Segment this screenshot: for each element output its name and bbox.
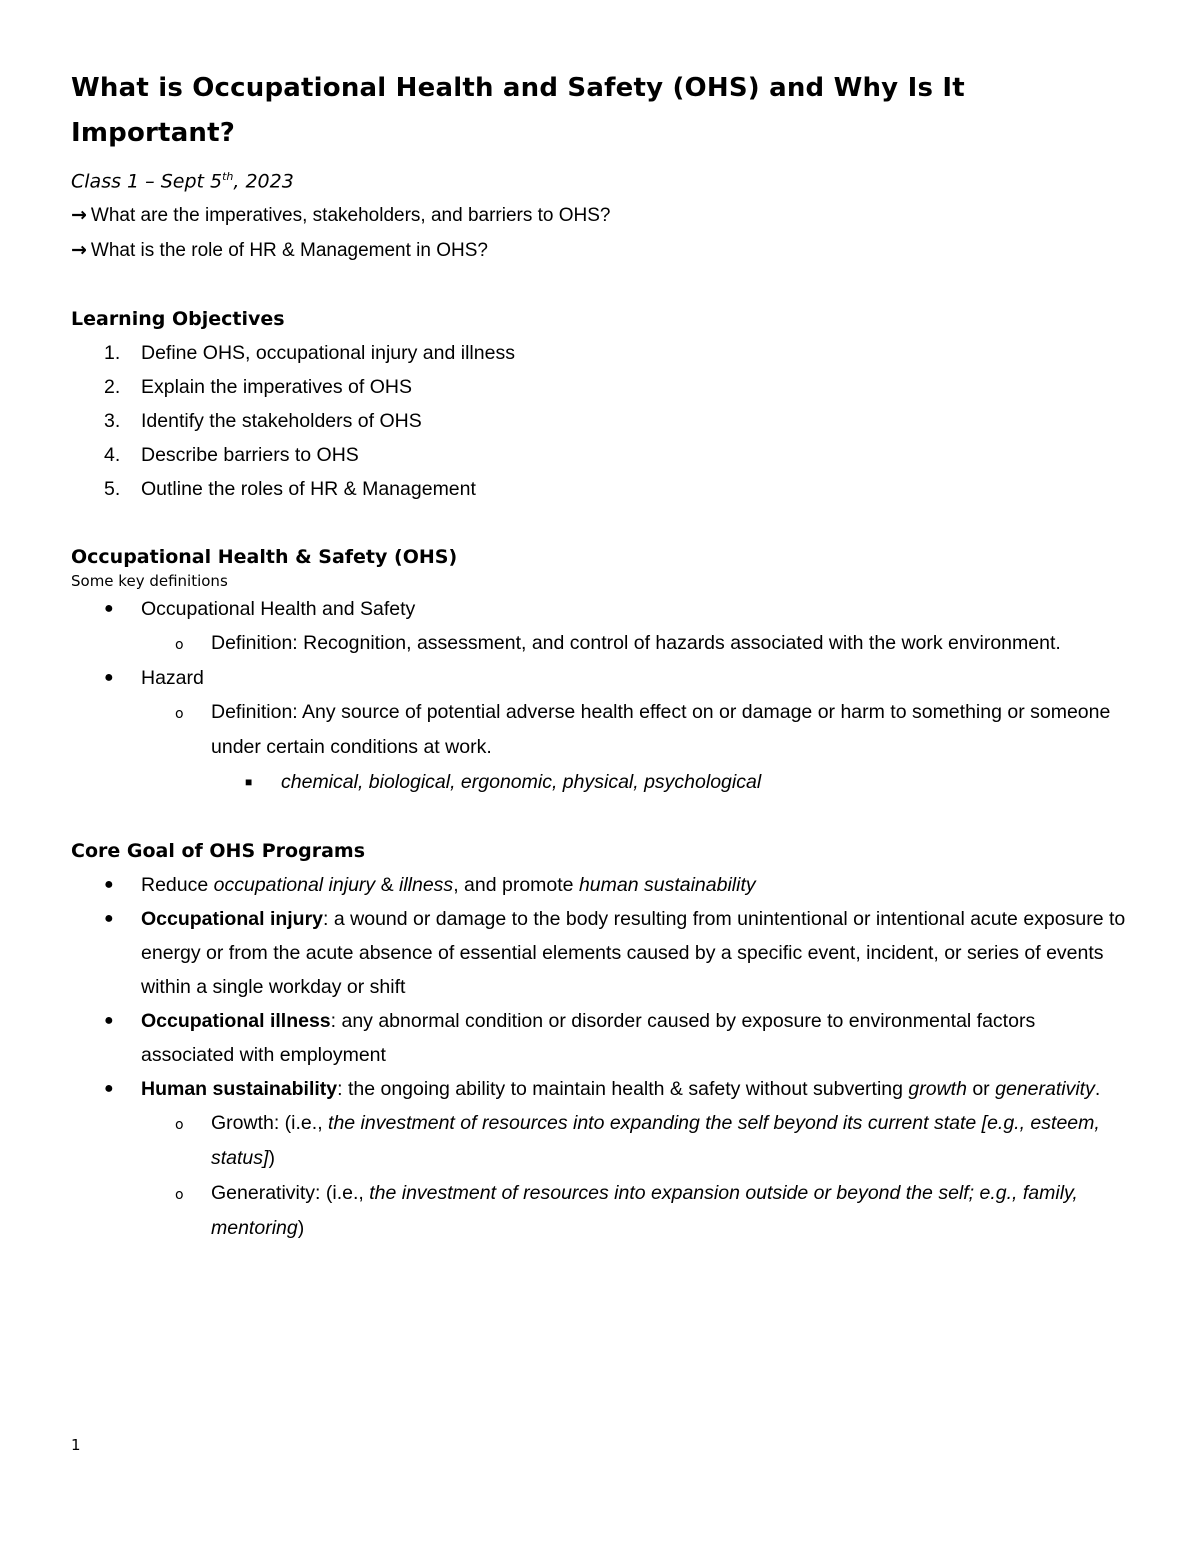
- class-year: , 2023: [233, 170, 294, 193]
- hazard-term: Hazard: [141, 667, 204, 690]
- list-item: [71, 370, 1131, 404]
- bullet-icon: ●: [104, 910, 114, 928]
- circle-bullet-icon: o: [175, 706, 184, 723]
- list-item: [71, 868, 1131, 902]
- list-item-text: Describe barriers to OHS: [141, 444, 359, 467]
- generativity-label: Generativity: (i.e.,: [211, 1182, 370, 1205]
- ohs-definition: Definition: Recognition, assessment, and control of hazards associated with the work environment.: [211, 632, 1061, 655]
- ohs-term: Occupational Health and Safety: [141, 598, 416, 621]
- list-number: 3.: [104, 410, 121, 433]
- text-span: ): [297, 1217, 305, 1240]
- list-number: 2.: [104, 376, 121, 399]
- bullet-icon: ●: [104, 1080, 114, 1098]
- list-item: [141, 1106, 1131, 1176]
- class-info: [71, 160, 1131, 198]
- list-item: [71, 1004, 1131, 1072]
- document-title: What is Occupational Health and Safety (OHS) and Why Is It Important?: [71, 73, 965, 148]
- list-item: [71, 404, 1131, 438]
- text-span: or: [966, 1078, 996, 1101]
- list-item-text: Define OHS, occupational injury and illness: [141, 342, 515, 365]
- list-item-text: Identify the stakeholders of OHS: [141, 410, 422, 433]
- arrow-icon: →: [71, 239, 87, 262]
- list-item-text: Explain the imperatives of OHS: [141, 376, 412, 399]
- list-item: [211, 765, 1131, 800]
- emphasis: growth: [908, 1078, 967, 1101]
- text-span: Reduce: [141, 874, 214, 897]
- circle-bullet-icon: o: [175, 1117, 184, 1134]
- list-item: [71, 438, 1131, 472]
- list-number: 1.: [104, 342, 121, 365]
- list-item: [141, 1176, 1131, 1246]
- question-1: [71, 198, 1131, 233]
- text-span: ): [268, 1147, 275, 1170]
- emphasis: human sustainability: [578, 874, 756, 897]
- question-text: What is the role of HR & Management in OHS?: [90, 240, 488, 262]
- injury-term: Occupational injury: [141, 908, 324, 931]
- text-span: , and promote: [453, 874, 579, 897]
- list-item: [71, 661, 1131, 800]
- list-item: [71, 1072, 1131, 1246]
- text-span: .: [1094, 1078, 1101, 1101]
- bullet-icon: ●: [104, 1012, 114, 1030]
- ohs-definitions-list: [71, 592, 1131, 800]
- core-goal-heading: Core Goal of OHS Programs: [71, 840, 365, 863]
- emphasis: generativity: [995, 1078, 1095, 1101]
- hazard-definition: Definition: Any source of potential adverse health effect on or damage or harm to something or someone under certain conditions at work.: [211, 701, 1111, 759]
- list-item: [141, 626, 1131, 661]
- sustainability-term: Human sustainability: [141, 1078, 338, 1101]
- list-item: [71, 592, 1131, 661]
- growth-label: Growth: (i.e.,: [211, 1112, 329, 1135]
- illness-term: Occupational illness: [141, 1010, 331, 1033]
- bullet-icon: ●: [104, 600, 114, 618]
- list-item-text: Outline the roles of HR & Management: [141, 478, 476, 501]
- list-item: [71, 472, 1131, 506]
- sustainability-definition: : the ongoing ability to maintain health & safety without subverting: [337, 1078, 909, 1101]
- list-number: 5.: [104, 478, 121, 501]
- growth-definition: the investment of resources into expanding the self beyond its current state [e.g., esteem, status]: [211, 1112, 1100, 1170]
- question-2: [71, 233, 1131, 268]
- page-number: 1: [71, 1436, 81, 1454]
- ohs-subheading: Some key definitions: [71, 572, 228, 591]
- hazard-types: chemical, biological, ergonomic, physical, psychological: [281, 771, 762, 794]
- bullet-icon: ●: [104, 669, 114, 687]
- emphasis: illness: [399, 874, 454, 897]
- list-item: [71, 336, 1131, 370]
- document-page: [71, 66, 1131, 1246]
- injury-definition: : a wound or damage to the body resulting from unintentional or intentional acute exposure to energy or from the acute absence of essential elements caused by a specific event, incident, or series of events within a single workday or shift: [141, 908, 1126, 999]
- learning-objectives-heading: Learning Objectives: [71, 308, 285, 331]
- square-bullet-icon: ■: [245, 775, 253, 790]
- arrow-icon: →: [71, 204, 87, 227]
- list-item: [71, 902, 1131, 1004]
- emphasis: occupational injury: [213, 874, 376, 897]
- text-span: &: [375, 874, 399, 897]
- question-text: What are the imperatives, stakeholders, and barriers to OHS?: [90, 205, 611, 227]
- learning-objectives-list: [71, 336, 1131, 506]
- generativity-definition: the investment of resources into expansion outside or beyond the self; e.g., family, mentoring: [211, 1182, 1078, 1240]
- bullet-icon: ●: [104, 876, 114, 894]
- class-date-suffix: th: [222, 170, 234, 183]
- list-item: [141, 695, 1131, 800]
- list-number: 4.: [104, 444, 121, 467]
- class-label: Class 1 – Sept 5: [71, 170, 223, 193]
- circle-bullet-icon: o: [175, 637, 184, 654]
- ohs-heading: Occupational Health & Safety (OHS): [71, 546, 458, 569]
- core-goal-list: [71, 868, 1131, 1246]
- illness-definition: : any abnormal condition or disorder caused by exposure to environmental factors associated with employment: [141, 1010, 1036, 1067]
- circle-bullet-icon: o: [175, 1187, 184, 1204]
